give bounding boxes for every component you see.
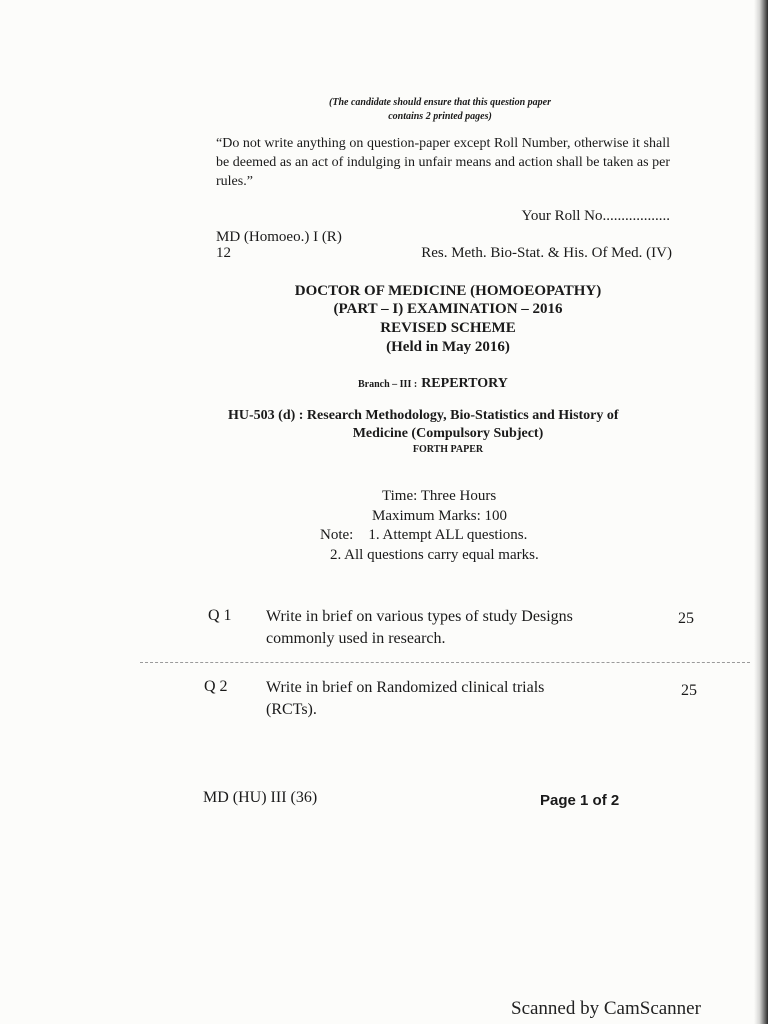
camscanner-watermark: Scanned by CamScanner <box>511 998 701 1019</box>
exam-title-line2: (PART – I) EXAMINATION – 2016 <box>333 301 563 317</box>
exam-title-line3: REVISED SCHEME <box>380 320 516 336</box>
note-line2: 2. All questions carry equal marks. <box>330 547 539 563</box>
subject-line1: HU-503 (d) : Research Methodology, Bio-Statistics and History of <box>228 408 619 423</box>
max-marks: Maximum Marks: 100 <box>372 508 507 524</box>
scan-divider-line <box>140 662 750 663</box>
warning-text: “Do not write anything on question-paper except Roll Number, otherwise it shall be deemed as an act of indulging in unfair means and action shall be taken as per rules.” <box>216 136 670 189</box>
exam-title-line4: (Held in May 2016) <box>386 339 510 355</box>
question-2-marks: 25 <box>681 682 697 699</box>
scan-edge-shadow <box>754 0 768 1024</box>
note-line1: Note: 1. Attempt ALL questions. <box>320 527 528 543</box>
branch-prefix: Branch – III : <box>358 379 418 390</box>
question-2-number: Q 2 <box>204 678 228 695</box>
footer-course-code: MD (HU) III (36) <box>203 789 318 806</box>
page-number: Page 1 of 2 <box>540 792 620 809</box>
question-1-number: Q 1 <box>208 607 232 624</box>
exam-time: Time: Three Hours <box>382 488 497 504</box>
question-1-text: Write in brief on various types of study Designs commonly used in research. <box>266 608 573 647</box>
paper-code: 12 <box>216 245 231 261</box>
branch-line <box>358 374 508 392</box>
branch-name: REPERTORY <box>421 376 508 391</box>
subject-line2: Medicine (Compulsory Subject) <box>352 426 544 441</box>
question-1-marks: 25 <box>678 610 694 627</box>
roll-number-field: Your Roll No.................. <box>521 208 670 224</box>
question-2-text: Write in brief on Randomized clinical trials (RCTs). <box>266 679 545 718</box>
exam-title-line1: DOCTOR OF MEDICINE (HOMOEOPATHY) <box>294 283 602 299</box>
header-note-line2: contains 2 printed pages) <box>388 111 492 122</box>
paper-title-short: Res. Meth. Bio-Stat. & His. Of Med. (IV) <box>421 245 672 261</box>
header-note-line1: (The candidate should ensure that this question paper <box>329 97 551 108</box>
subject-line3: FORTH PAPER <box>412 444 484 455</box>
course-code: MD (Homoeo.) I (R) <box>216 229 342 245</box>
